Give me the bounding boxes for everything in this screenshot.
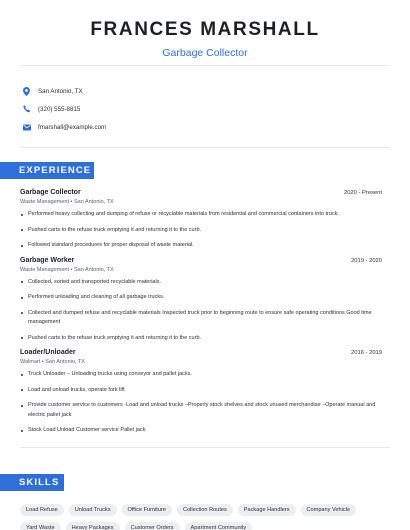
bullet-item: Performed heavy collecting and dumping of refuse or recyclable materials from residential and commercial containers into truck. [20,210,382,220]
skills-list [20,504,396,530]
bullet-item: Load and unload trucks, operate fork lift [20,386,382,396]
bullet-item: Provide customer service to customers -Load and unload trucks –Properly stock shelves and stock unused merchandise –Operate manual and electric pallet jack [20,401,382,420]
contact-divider [20,147,390,148]
bullet-item: Collected and dumped refuse and recyclable materials Inspected truck prior to beginning route to ensure safe operating conditions Good time management [20,309,382,328]
bullet-item: Collected, sorted and transported recyclable materials. [20,278,382,288]
experience-divider [20,447,390,448]
location-pin-icon [22,87,31,96]
job-bullets [20,210,382,251]
job-title: Garbage Worker [20,256,75,264]
job-dates: 2020 - Present [343,190,382,196]
job-title: Garbage Collector [20,189,81,196]
skills-section-header: SKILLS [0,474,64,491]
email-icon [22,123,31,132]
experience-section-header: EXPERIENCE [0,162,94,179]
experience-list [20,189,382,442]
job-bullets [20,278,382,344]
bullet-item: Pushed carts to the refuse truck emptying it and returning it to the curb. [20,334,382,344]
bullet-item: Performed unloading and cleaning of all garbage trucks. [20,293,382,303]
job-company: Walmart • San Antonio, TX [20,359,85,365]
job-company: Waste Management • San Antonio, TX [20,266,114,273]
skill-chip: Package Handlers [238,504,296,516]
skill-chip: Apartment Community [185,522,253,530]
contact-location-text: San Antonio, TX [38,87,83,95]
candidate-name: FRANCES MARSHALL [90,19,320,40]
contact-location [22,82,106,100]
bullet-item: Pushed carts to the refuse truck emptying it and returning it to the curb. [20,226,382,236]
job-title: Loader/Unloader [20,349,76,356]
bullet-item: Followed standard procedures for proper disposal of waste material. [20,241,382,251]
job-entry [20,189,382,251]
skill-chip: Yard Waste [20,522,61,530]
skill-chip: Heavy Packages [66,522,120,530]
candidate-title: Garbage Collector [162,47,248,59]
job-dates: 2019 - 2020 [351,257,382,264]
job-entry [20,257,382,344]
bullet-item: Truck Unloader – Unloading trucks using conveyor and pallet jacks. [20,370,382,380]
contact-email [22,118,106,136]
skill-chip: Company Vehicle [301,504,357,516]
job-bullets [20,370,382,436]
phone-icon [22,105,31,114]
job-entry [20,349,382,436]
header-divider [20,65,390,66]
skill-chip: Unload Trucks [69,504,117,516]
job-company: Waste Management • San Antonio, TX [20,199,114,205]
skill-chip: Office Furniture [122,504,172,516]
skill-chip: Customer Orders [125,522,180,530]
contact-phone [22,100,106,118]
skill-chip: Collection Routes [177,504,233,516]
skill-chip: Load Refuse [20,504,64,516]
contact-email-text[interactable]: fmarshall@example.com [38,123,107,131]
contact-phone-text: (320) 555-8815 [38,105,81,113]
contact-list [22,82,106,136]
job-dates: 2016 - 2019 [351,350,382,356]
resume-header [0,0,410,59]
bullet-item: Stock Load Unload Customer service Pallet jack [20,426,382,436]
